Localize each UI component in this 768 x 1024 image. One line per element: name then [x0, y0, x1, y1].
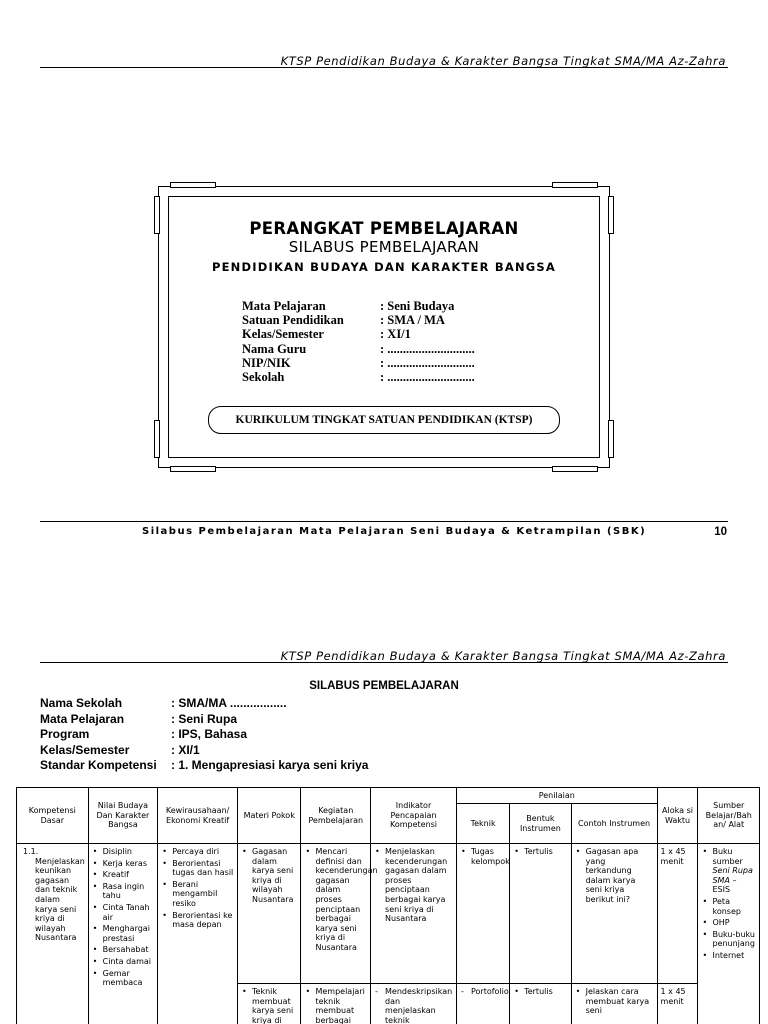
meta-value: : 1. Mengapresiasi karya seni kriya [171, 758, 369, 772]
page-header-2: KTSP Pendidikan Budaya & Karakter Bangsa Tingkat SMA/MA Az-Zahra [280, 649, 726, 663]
nilai-item: • Menghargai prestasi [92, 924, 155, 943]
sumber-item: • Buku-buku penunjang [701, 930, 756, 949]
meta-row [40, 758, 368, 774]
nilai-item: • Cinta Tanah air [92, 903, 155, 922]
sumber-item: • Internet [701, 951, 756, 961]
header-rule [40, 67, 728, 68]
cover-field [242, 299, 475, 313]
meta-value: : SMA/MA ................. [171, 696, 287, 710]
col-alokasi: Aloka si Waktu [657, 788, 698, 844]
header-rule-2 [40, 662, 728, 663]
nilai-item: • Disiplin [92, 847, 155, 857]
kewira-item: • Berorientasi ke masa depan [161, 911, 234, 930]
cover-field-value: : XI/1 [380, 327, 411, 342]
page-header: KTSP Pendidikan Budaya & Karakter Bangsa Tingkat SMA/MA Az-Zahra [280, 54, 726, 68]
nilai-item: • Gemar membaca [92, 969, 155, 988]
meta-label: Program [40, 727, 90, 741]
indikator-cell [371, 984, 457, 1024]
kegiatan-text: • Mencari definisi dan kecenderungan gagasan dalam proses penciptaan berbagai karya seni kriya di Nusantara [304, 847, 367, 953]
col-kegiatan: Kegiatan Pembelajaran [301, 788, 371, 844]
alokasi-cell: 1 x 45 menit [657, 844, 698, 984]
meta-label: Standar Kompetensi [40, 758, 157, 772]
frame-tab-bottom-right [552, 466, 598, 472]
indikator-text: - Mendeskripsikan dan menjelaskan teknik [374, 987, 453, 1024]
col-nilai: Nilai Budaya Dan Karakter Bangsa [88, 788, 158, 844]
materi-text: • Teknik membuat karya seni kriya di [241, 987, 297, 1024]
cover-field [242, 327, 475, 341]
col-kd: Kompetensi Dasar [17, 788, 89, 844]
materi-text: • Gagasan dalam karya seni kriya di wilayah Nusantara [241, 847, 297, 905]
cover-subtitle: SILABUS PEMBELAJARAN [288, 238, 480, 256]
cover-field-label: Mata Pelajaran [242, 299, 326, 313]
cover-subtitle-2: PENDIDIKAN BUDAYA DAN KARAKTER BANGSA [211, 260, 556, 274]
col-materi: Materi Pokok [238, 788, 301, 844]
contoh-cell [571, 844, 657, 984]
nilai-item: • Kreatif [92, 870, 155, 880]
nilai-item: • Cinta damai [92, 957, 155, 967]
meta-row [40, 743, 368, 759]
sumber-book-title: Seni Rupa SMA [712, 866, 753, 885]
kegiatan-cell [301, 984, 371, 1024]
cover-field-label: Nama Guru [242, 341, 307, 356]
sumber-item [701, 847, 756, 895]
contoh-text: • Jelaskan cara membuat karya seni [575, 987, 654, 1016]
syllabus-title: SILABUS PEMBELAJARAN [309, 680, 459, 692]
footer-rule [40, 521, 728, 522]
col-sumber: Sumber Belajar/Bah an/ Alat [698, 788, 760, 844]
col-bentuk: Bentuk Instrumen [510, 804, 571, 844]
meta-row [40, 727, 368, 743]
kewira-cell [158, 844, 238, 1024]
cover-field-label: Kelas/Semester [242, 327, 324, 342]
teknik-cell [456, 844, 509, 984]
sumber-text: Buku sumber [712, 847, 743, 866]
teknik-text: • Tugas kelompok [460, 847, 506, 866]
cover-field-label: Sekolah [242, 370, 285, 385]
cover-field-value: : ............................ [380, 370, 475, 385]
cover-field-value: : Seni Budaya [380, 299, 455, 313]
indikator-text: • Menjelaskan kecenderungan gagasan dalam proses penciptaan berbagai karya seni kriya di Nusantara [374, 847, 453, 924]
bentuk-cell [510, 984, 571, 1024]
bentuk-text: • Tertulis [513, 847, 567, 857]
sumber-cell [698, 844, 760, 1024]
kegiatan-text: • Mempelajari teknik membuat berbagai [304, 987, 367, 1024]
kegiatan-cell [301, 844, 378, 984]
contoh-text: • Gagasan apa yang terkandung dalam karya seni kriya berikut ini? [575, 847, 654, 905]
cover-field-label: NIP/NIK [242, 355, 291, 370]
curriculum-box: KURIKULUM TINGKAT SATUAN PENDIDIKAN (KTSP) [208, 406, 560, 434]
alokasi-cell: 1 x 45 menit [657, 984, 698, 1024]
meta-value: : IPS, Bahasa [171, 727, 248, 741]
indikator-cell [371, 844, 457, 984]
materi-cell [238, 844, 301, 984]
table-row [17, 844, 760, 984]
frame-tab-bottom-left [170, 466, 216, 472]
col-indikator: Indikator Pencapaian Kompetensi [371, 788, 457, 844]
cover-field [242, 313, 475, 327]
sumber-publisher: – ESIS [712, 875, 737, 895]
syllabus-meta [40, 696, 368, 774]
frame-tab-top-left [170, 182, 216, 188]
kewira-item: • Berani mengambil resiko [161, 880, 234, 909]
cover-info-list [242, 299, 475, 384]
bentuk-text: • Tertulis [513, 987, 567, 997]
nilai-item: • Kerja keras [92, 859, 155, 869]
contoh-cell [571, 984, 657, 1024]
cover-field [242, 370, 475, 384]
meta-label: Kelas/Semester [40, 742, 130, 757]
nilai-cell [88, 844, 158, 1024]
kd-cell [17, 844, 89, 1024]
meta-row [40, 696, 368, 712]
cover-field-value: : SMA / MA [380, 313, 445, 328]
meta-value: : XI/1 [171, 742, 200, 757]
meta-label: Nama Sekolah [40, 696, 123, 710]
cover-field-value: : ............................ [380, 355, 475, 370]
page-number: 10 [714, 526, 727, 538]
cover-field-value: : ............................ [380, 341, 475, 356]
materi-cell [238, 984, 301, 1024]
col-contoh: Contoh Instrumen [571, 804, 657, 844]
frame-tab-top-right [552, 182, 598, 188]
frame-tab-right-bottom [608, 420, 614, 458]
syllabus-table [16, 787, 760, 1024]
kd-text: 1.1. Menjelaskan keunikan gagasan dan teknik dalam karya seni kriya di wilayah Nusantara [23, 847, 85, 943]
col-kewira: Kewirausahaan/ Ekonomi Kreatif [158, 788, 238, 844]
page-footer: Silabus Pembelajaran Mata Pelajaran Seni Budaya & Ketrampilan (SBK) [142, 526, 647, 537]
cover-title: PERANGKAT PEMBELAJARAN [249, 219, 519, 238]
meta-value: : Seni Rupa [171, 711, 238, 726]
kewira-item: • Percaya diri [161, 847, 234, 857]
sumber-item: • Peta konsep [701, 897, 756, 916]
cover-field [242, 342, 475, 356]
frame-tab-left-bottom [154, 420, 160, 458]
col-penilaian: Penilaian [456, 788, 657, 804]
bentuk-cell [510, 844, 571, 984]
cover-field-label: Satuan Pendidikan [242, 313, 344, 328]
meta-row [40, 712, 368, 728]
nilai-item: • Rasa ingin tahu [92, 882, 155, 901]
teknik-text: - Portofolio [460, 987, 506, 997]
meta-label: Mata Pelajaran [40, 711, 125, 726]
kewira-item: • Berorientasi tugas dan hasil [161, 859, 234, 878]
col-teknik: Teknik [456, 804, 509, 844]
nilai-item: • Bersahabat [92, 945, 155, 955]
teknik-cell [456, 984, 509, 1024]
cover-field [242, 356, 475, 370]
sumber-item: • OHP [701, 918, 756, 928]
